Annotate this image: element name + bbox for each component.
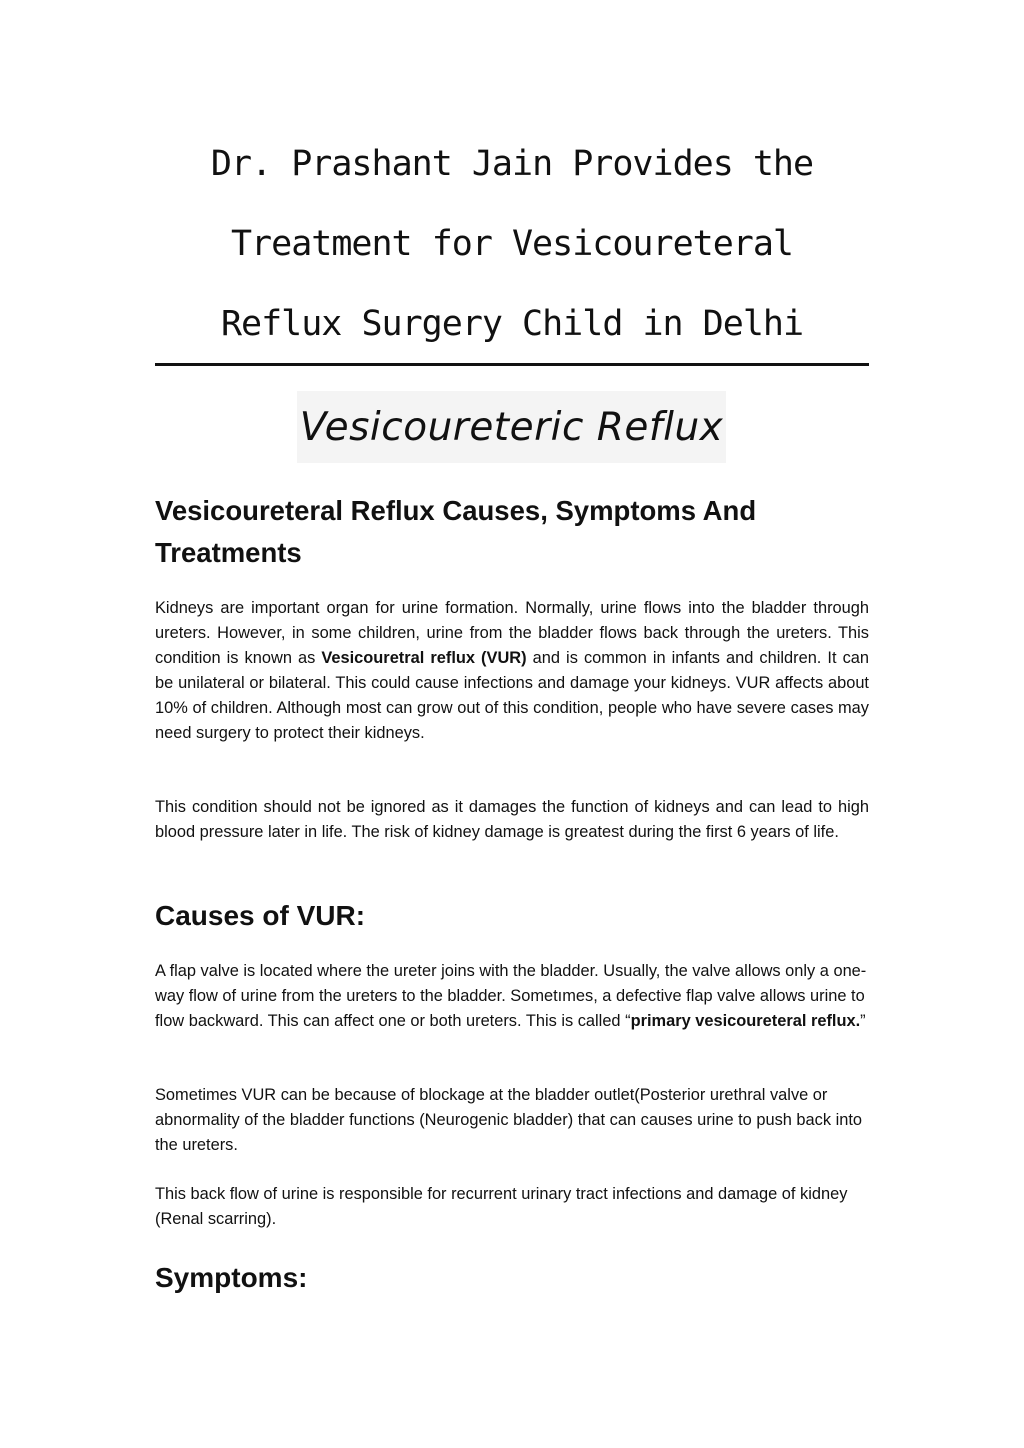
intro-text: Kidneys are important organ for urine formation. Normally, urine flows into the bladder through ureters. However, in some children, urine from the bladder flows back through the ureters. This condition is known as — [155, 599, 869, 667]
backflow-paragraph: This back flow of urine is responsible for recurrent urinary tract infections and damage of kidney (Renal scarring). — [155, 1185, 848, 1228]
causes-text-end: ” — [860, 1012, 866, 1030]
causes-paragraph — [155, 959, 869, 1034]
blockage-paragraph: Sometimes VUR can be because of blockage at the bladder outlet(Posterior urethral valve or abnormality of the bladder functions (Neurogenic bladder) that can causes urine to push back into the ureters. — [155, 1086, 863, 1154]
vur-term: Vesicouretral reflux (VUR) — [321, 649, 527, 667]
document-title — [155, 124, 869, 364]
causes-text: A flap valve is located where the ureter joins with the bladder. Usually, the valve allows only a one-way flow of urine from the ureters to the bladder. Sometımes, a defective flap valve allows urine to flow backward. This can affect one or both ureters. This is called “ — [155, 962, 867, 1030]
causes-heading: Causes of VUR: — [155, 900, 366, 931]
title-line: Reflux Surgery Child in Delhi — [220, 304, 804, 344]
title-line: Dr. Prashant Jain Provides the — [210, 144, 814, 184]
intro-paragraph — [155, 596, 869, 746]
banner-text: Vesicoureteric Reflux — [299, 404, 724, 450]
title-divider — [155, 363, 869, 366]
intro-text-cont: and is common in infants and children. It can be unilateral or bilateral. This could cause infections and damage your kidneys. VUR affects about 10% of children. Although most can grow out of this condition, people who have severe cases may need surgery to protect their kidneys. — [155, 649, 870, 742]
title-line: Treatment for Vesicoureteral — [230, 224, 793, 264]
main-heading: Vesicoureteral Reflux Causes, Symptoms And Treatments — [155, 495, 757, 568]
primary-vur-term: primary vesicoureteral reflux. — [630, 1012, 861, 1030]
kidney-risk-paragraph: This condition should not be ignored as it damages the function of kidneys and can lead to high blood pressure later in life. The risk of kidney damage is greatest during the first 6 years of life. — [155, 798, 869, 841]
symptoms-heading: Symptoms: — [155, 1262, 308, 1293]
banner — [297, 391, 726, 463]
